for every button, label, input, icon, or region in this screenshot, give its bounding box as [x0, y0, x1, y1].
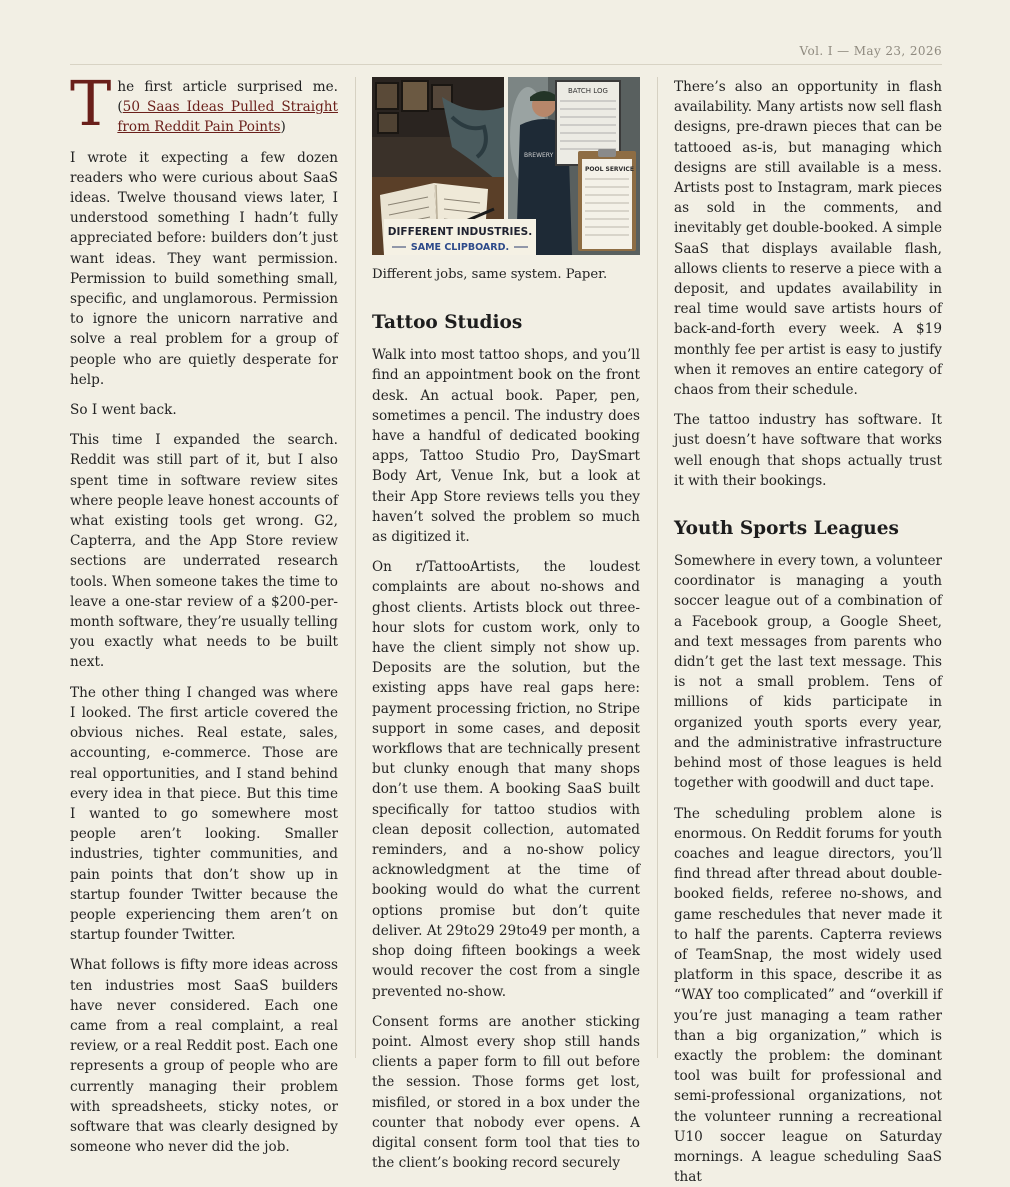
banner-line-2: SAME CLIPBOARD. — [411, 242, 509, 253]
header-rule — [70, 64, 942, 65]
body-paragraph: I wrote it expecting a few dozen readers who were curious about SaaS ideas. Twelve thousand views later, I understood something I hadn’t fully appreciated before: builders don’t just want ideas. They want permission. Permission to build something small, specific, and unglamorous. Permission to ignore the unicorn narrative and solve a real problem for a group of people who are quietly desperate for help. — [70, 148, 338, 390]
intro-close: ) — [280, 119, 285, 135]
body-paragraph: The tattoo industry has software. It just doesn’t have software that works well enough that shops actually trust it with their bookings. — [674, 410, 942, 491]
body-paragraph: The other thing I changed was where I looked. The first article covered the obvious niches. Real estate, sales, accounting, e-commerce. Those are real opportunities, and I stand behind every idea in that piece. But this time I wanted to go somewhere most people aren’t looking. Smaller industries, tighter communities, and pain points that don’t show up in startup founder Twitter because the people experiencing them aren’t on startup founder Twitter. — [70, 683, 338, 946]
body-paragraph: What follows is fifty more ideas across ten industries most SaaS builders have never considered. Each one came from a real complaint, a real review, or a real Reddit post. Each one represents a group of people who are currently managing their problem with spreadsheets, sticky notes, or software that was clearly designed by someone who never did the job. — [70, 955, 338, 1157]
body-paragraph: This time I expanded the search. Reddit was still part of it, but I also spent time in software review sites where people leave honest accounts of what existing tools get wrong. G2, Capterra, and the App Store review sections are underrated research tools. When someone takes the time to leave a one-star review of a $200-per-month software, they’re usually telling you exactly what needs to be built next. — [70, 430, 338, 672]
intro-text: he first article surprised me. ( — [117, 79, 338, 115]
figure-caption: Different jobs, same system. Paper. — [372, 265, 640, 285]
drop-cap: T — [70, 79, 111, 129]
body-paragraph: So I went back. — [70, 400, 338, 420]
section-heading: Youth Sports Leagues — [674, 517, 942, 541]
body-paragraph: There’s also an opportunity in flash availability. Many artists now sell flash designs, pre-drawn pieces that can be tattooed as-is, but managing which designs are still available is a mess. Artists post to Instagram, mark pieces as sold in the comments, and inevitably get double-booked. A simple SaaS that displays available flash, allows clients to reserve a piece with a deposit, and updates availability in real time would save artists hours of back-and-forth every week. A $19 monthly fee per artist is easy to justify when it removes an entire category of chaos from their schedule. — [674, 77, 942, 400]
body-paragraph: Somewhere in every town, a volunteer coordinator is managing a youth soccer league out of a combination of a Facebook group, a Google Sheet, and text messages from parents who didn’t get the last text message. This is not a small problem. Tens of millions of kids participate in organized youth sports every year, and the administrative infrastructure behind most of those leagues is held together with goodwill and duct tape. — [674, 551, 942, 793]
body-paragraph: Walk into most tattoo shops, and you’ll find an appointment book on the front desk. An actual book. Paper, pen, sometimes a pencil. The industry does have a handful of dedicated booking apps, Tattoo Studio Pro, DaySmart Body Art, Venue Ink, but a look at their App Store reviews tells you they haven’t solved the problem so much as digitized it. — [372, 345, 640, 547]
article-column-2 — [372, 77, 640, 1067]
column-divider — [355, 77, 356, 1058]
logbook-title: BATCH LOG — [568, 87, 608, 95]
shirt-text: BREWERY — [524, 152, 554, 159]
banner-line-1: DIFFERENT INDUSTRIES. — [388, 226, 532, 238]
body-paragraph: The scheduling problem alone is enormous. On Reddit forums for youth coaches and league directors, you’ll find thread after thread about double-booked fields, referee no-shows, and game reschedules that never made it to half the parents. Capterra reviews of TeamSnap, the most widely used platform in this space, describe it as “WAY too complicated” and “overkill if you’re just managing a team rather than a big organization,” which is exactly the problem: the dominant tool was built for professional and semi-professional organizations, not the volunteer running a recreational U10 soccer league on Saturday mornings. A league scheduling SaaS that — [674, 804, 942, 1187]
dateline: Vol. I — May 23, 2026 — [800, 44, 943, 58]
intro-paragraph — [70, 77, 338, 138]
article-image — [372, 77, 640, 255]
column-divider — [657, 77, 658, 1058]
body-paragraph: Consent forms are another sticking point. Almost every shop still hands clients a paper form to fill out before the session. Those forms get lost, misfiled, or stored in a box under the counter that nobody ever opens. A digital consent form tool that ties to the client’s booking record securely — [372, 1012, 640, 1174]
body-paragraph: On r/TattooArtists, the loudest complaints are about no-shows and ghost clients. Artists block out three-hour slots for custom work, only to have the client simply not show up. Deposits are the solution, but the existing apps have real gaps here: payment processing friction, no Stripe support in some cases, and deposit workflows that are technically present but clunky enough that many shops don’t use them. A booking SaaS built specifically for tattoo studios with clean deposit collection, automated reminders, and a no-show policy acknowledgment at the time of booking would do what the current options promise but don’t quite deliver. At 29to29 29to49 per month, a shop doing fifteen bookings a week would recover the cost from a single prevented no-show. — [372, 557, 640, 1001]
article-column-3 — [674, 77, 942, 1067]
section-heading: Tattoo Studios — [372, 311, 640, 335]
clipboard-title: POOL SERVICE — [585, 166, 634, 173]
article-column-1 — [70, 77, 338, 1067]
previous-article-link[interactable]: 50 Saas Ideas Pulled Straight from Reddit Pain Points — [117, 99, 338, 135]
